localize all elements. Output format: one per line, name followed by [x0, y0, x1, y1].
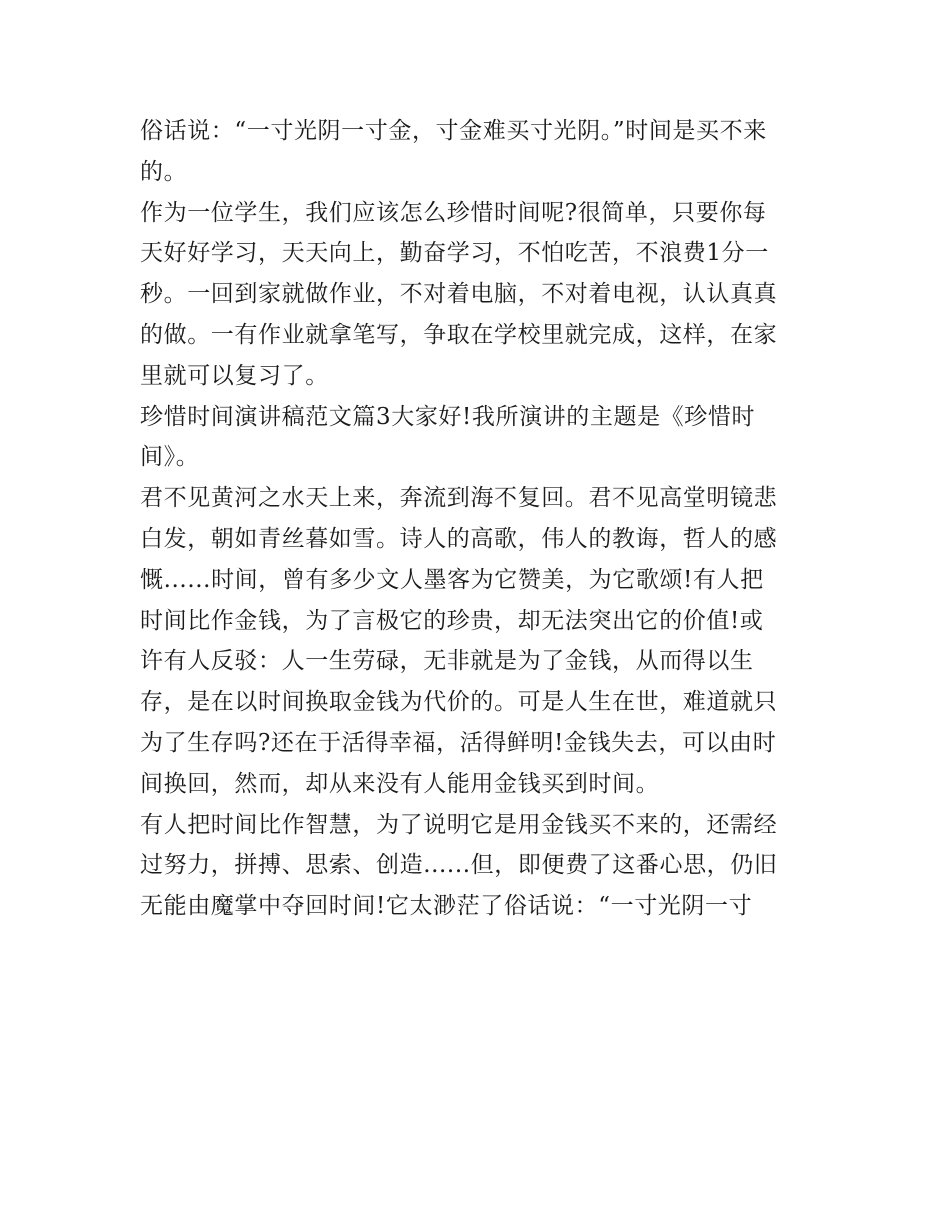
- text-line: 时间比作金钱，为了言极它的珍贵，却无法突出它的价值!或: [140, 607, 764, 634]
- text-line: 为了生存吗?还在于活得幸福，活得鲜明!金钱失去，可以由时: [140, 729, 777, 756]
- text-line: 俗话说：“一寸光阴一寸金，寸金难买寸光阴。”时间是买不来: [140, 118, 767, 144]
- text-line: 慨......时间，曾有多少文人墨客为它赞美，为它歌颂!有人把: [140, 566, 764, 593]
- text-line: 许有人反驳：人一生劳碌，无非就是为了金钱，从而得以生: [140, 648, 754, 675]
- text-line: 间》。: [140, 444, 200, 471]
- text-line: 过努力，拼搏、思索、创造......但，即便费了这番心思，仍旧: [140, 852, 778, 879]
- text-line: 里就可以复习了。: [140, 362, 329, 389]
- text-line: 作为一位学生，我们应该怎么珍惜时间呢?很简单，只要你每: [140, 199, 767, 226]
- section-heading-line: 珍惜时间演讲稿范文篇3大家好!我所演讲的主题是《珍惜时: [140, 403, 756, 430]
- text-line: 间换回，然而，却从来没有人能用金钱买到时间。: [140, 770, 660, 797]
- document-body: [140, 111, 820, 927]
- text-line: 的。: [140, 158, 188, 185]
- text-line: 存，是在以时间换取金钱为代价的。可是人生在世，难道就只: [140, 689, 778, 716]
- text-line: 天好好学习，天天向上，勤奋学习，不怕吃苦，不浪费1分一: [140, 240, 769, 267]
- text-line: 有人把时间比作智慧，为了说明它是用金钱买不来的，还需经: [140, 811, 778, 838]
- text-line: 君不见黄河之水天上来，奔流到海不复回。君不见高堂明镜悲: [140, 485, 778, 512]
- text-line: 白发，朝如青丝暮如雪。诗人的高歌，伟人的教诲，哲人的感: [140, 525, 778, 552]
- text-line: 秒。一回到家就做作业，不对着电脑，不对着电视，认认真真: [140, 281, 778, 308]
- text-line: 无能由魔掌中夺回时间!它太渺茫了俗话说：“一寸光阴一寸: [140, 893, 753, 920]
- text-line: 的做。一有作业就拿笔写，争取在学校里就完成，这样，在家: [140, 321, 778, 348]
